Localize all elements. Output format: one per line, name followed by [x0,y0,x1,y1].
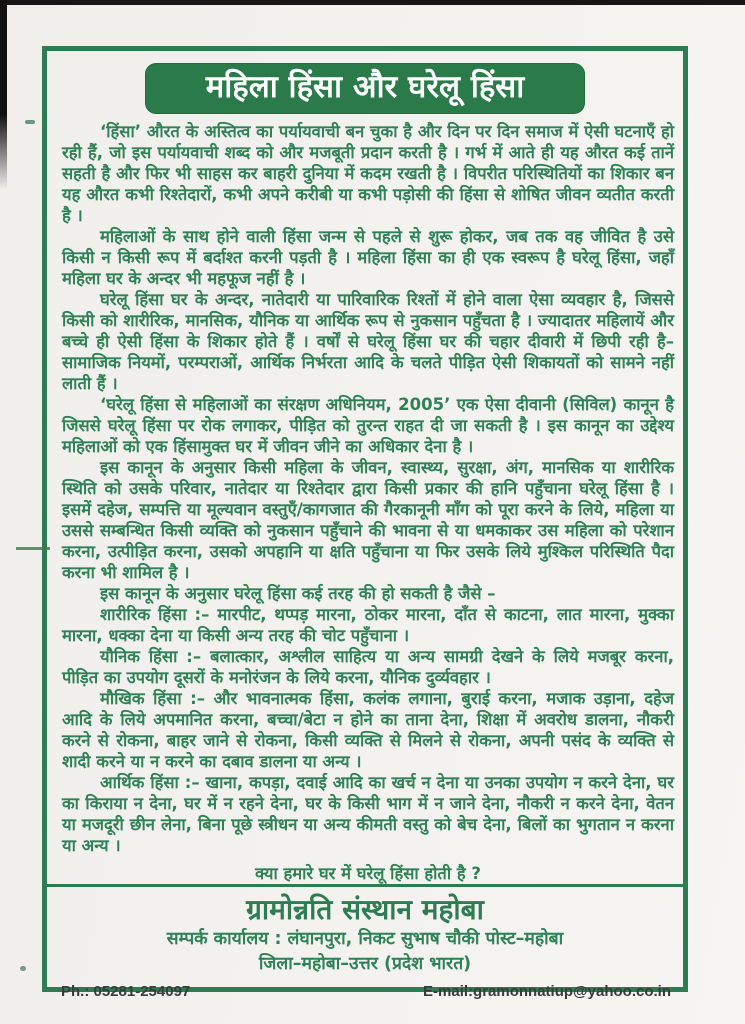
paragraph-domestic-violence-definition: घरेलू हिंसा घर के अन्दर, नातेदारी या पारिवारिक रिश्तों में होने वाला ऐसा व्यवहार है, जिससे किसी को शारीरिक, मानसिक, यौनिक या आर्थिक रूप से नुकसान पहुँचता है । ज्यादातर महिलायें और बच्चे ही ऐसी हिंसा के शिकार होते हैं । वर्षों से घरेलू हिंसा घर की चहार दीवारी में छिपी रही है– सामाजिक नियमों, परम्पराओं, आर्थिक निर्भरता आदि के चलते पीड़ित ऐसी शिकायतों को सामने नहीं लाती हैं । [62,290,674,393]
section-verbal-violence [62,688,674,772]
types-intro-line: इस कानून के अनुसार घरेलू हिंसा कई तरह की हो सकती है जैसे – [100,584,496,603]
scan-edge-left [0,0,7,190]
section-sexual-violence [62,646,674,688]
address-line-2: जिला–महोबा–उत्तर (प्रदेश भारत) [258,954,472,974]
green-border-frame [42,46,688,1000]
section-heading: आर्थिक हिंसा :– [100,773,200,792]
section-physical-violence [62,604,674,646]
paragraph-lifelong-violence: महिलाओं के साथ होने वाली हिंसा जन्म से पहले से शुरू होकर, जब तक वह जीवित है उसे किसी न किसी रूप में बर्दाश्त करनी पड़ती है । महिला हिंसा का ही एक स्वरूप है घरेलू हिंसा, जहाँ महिला घर के अन्दर भी महफूज नहीं है । [62,227,674,288]
section-text: खाना, कपड़ा, दवाई आदि का खर्च न देना या उनका उपयोग न करने देना, घर का किराया न देना, घर में न रहने देना, घर के किसी भाग में न जाने देना, नौकरी न करने देना, वेतन या मजदूरी छीन लेना, बिना पूछे स्त्रीधन या अन्य कीमती वस्तु को बेच देना, बिलों का भुगतान न करना या अन्य । [62,773,674,855]
paragraph-act-2005: ‘घरेलू हिंसा से महिलाओं का संरक्षण अधिनियम, 2005’ एक ऐसा दीवानी (सिविल) कानून है जिससे घरेलू हिंसा पर रोक लगाकर, पीड़ित को तुरन्त राहत दी जा सकती है । इस कानून का उद्देश्य महिलाओं को एक हिंसामुक्त घर में जीवन जीने का अधिकार देना है । [62,395,674,456]
section-text: बलात्कार, अश्लील साहित्य या अन्य सामग्री देखने के लिये मजबूर करना, पीड़ित का उपयोग दूसरों के मनोरंजन के लिये करना, यौनिक दुर्व्यवहार । [62,647,674,687]
body-text [47,118,683,884]
paragraph-intro-violence: ‘हिंसा’ औरत के अस्तित्व का पर्यायवाची बन चुका है और दिन पर दिन समाज में ऐसी घटनाएँ हो रही हैं, जो इस पर्यायवाची शब्द को और मजबूती प्रदान करती है । गर्भ में आते ही यह औरत कई तानें सहती है और फिर भी साहस कर बाहरी दुनिया में कदम रखती है । विपरीत परिस्थितियों का शिकार बन यह औरत कभी रिश्तेदारों, कभी अपने करीबी या कभी पड़ोसी की हिंसा से शोषित जीवन व्यतीत करती है । [62,122,674,225]
section-text: मारपीट, थप्पड़ मारना, ठोकर मारना, दाँत से काटना, लात मारना, मुक्का मारना, धक्का देना या किसी अन्य तरह की चोट पहुँचाना । [62,605,674,645]
footer-block [47,884,683,1007]
organization-name: ग्रामोन्नति संस्थान महोबा [246,893,484,926]
contact-row [47,977,683,1007]
closing-question: क्या हमारे घर में घरेलू हिंसा होती है ? [255,864,481,883]
scan-edge-top [0,0,745,5]
title-banner: महिला हिंसा और घरेलू हिंसा [146,64,584,113]
phone-number: Ph.: 05281-254097 [61,983,191,1000]
section-heading: शारीरिक हिंसा :– [100,605,210,624]
scan-artifact [25,120,35,124]
section-heading: मौखिक हिंसा :– [100,689,206,708]
email-address: E-mail:gramonnatiup@yahoo.co.in [423,983,671,1000]
address-line-1: सम्पर्क कार्यालय : लंघानपुरा, निकट सुभाष चौकी पोस्ट–महोबा [166,929,564,949]
section-text: और भावनात्मक हिंसा, कलंक लगाना, बुराई करना, मजाक उड़ाना, दहेज आदि के लिये अपमानित करना, बच्चा/बेटा न होने का ताना देना, शिक्षा में अवरोध डालना, नौकरी करने से रोकना, बाहर जाने से रोकना, किसी व्यक्ति से मिलने से रोकना, अपनी पसंद के व्यक्ति से शादी करने या न करने का दबाव डालना या अन्य । [62,689,675,771]
section-economic-violence [62,772,674,856]
section-heading: यौनिक हिंसा :– [100,647,202,666]
scan-artifact [20,966,26,971]
paragraph-act-scope: इस कानून के अनुसार किसी महिला के जीवन, स्वास्थ्य, सुरक्षा, अंग, मानसिक या शारीरिक स्थिति को उसके परिवार, नातेदार या रिश्तेदार द्वारा किसी प्रकार की हानि पहुँचाना घरेलू हिंसा है । इसमें दहेज, सम्पत्ति या मूल्यवान वस्तुएँ/कागजात की गैरकानूनी माँग को पूरा करने के लिये, महिला या उससे सम्बन्धित किसी व्यक्ति को नुकसान पहुँचाने की भावना से या धमकाकर उस महिला को परेशान करना, उत्पीड़ित करना, उसको अपहानि या क्षति पहुँचाना या फिर उसके लिये मुश्किल परिस्थिति पैदा करना भी शामिल है । [62,458,674,582]
